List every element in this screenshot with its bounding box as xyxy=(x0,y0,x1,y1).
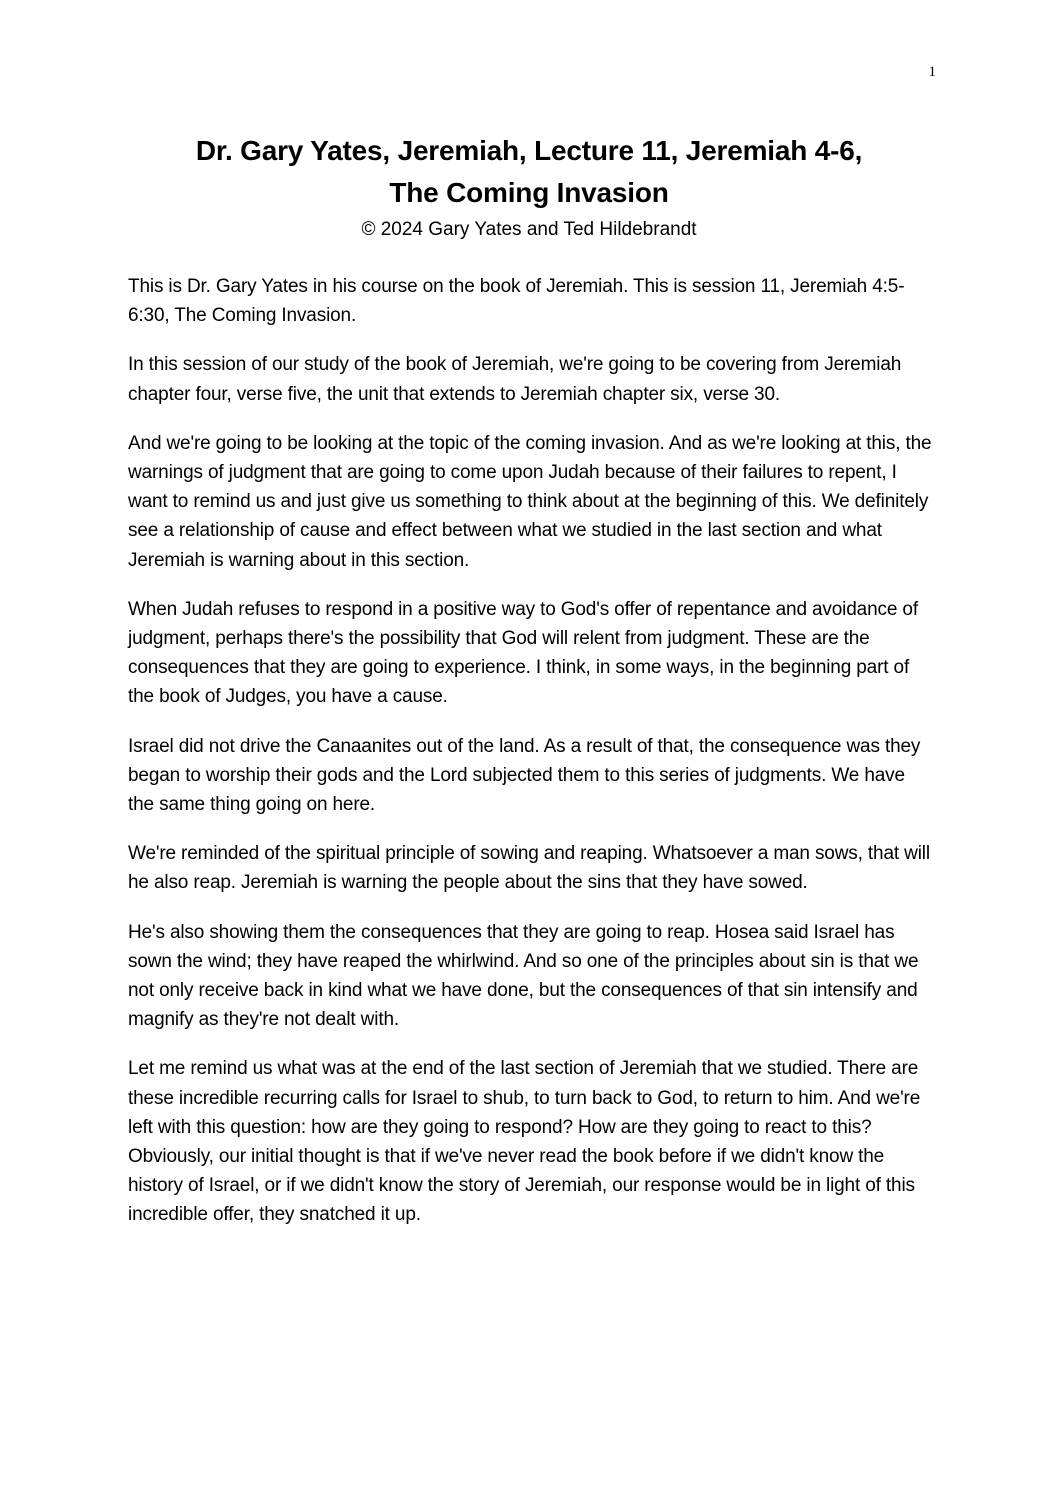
page-number: 1 xyxy=(928,64,936,80)
page-title xyxy=(100,130,958,214)
paragraph: We're reminded of the spiritual principle of sowing and reaping. Whatsoever a man sows, that will he also reap. Jeremiah is warning the people about the sins that they have sowed. xyxy=(128,843,930,894)
paragraph: This is Dr. Gary Yates in his course on the book of Jeremiah. This is session 11, Jeremiah 4:5-6:30, The Coming Invasion. xyxy=(128,276,905,327)
paragraph: Israel did not drive the Canaanites out of the land. As a result of that, the consequence was they began to worship their gods and the Lord subjected them to this series of judgments. We have the same thing going on here. xyxy=(128,735,921,816)
paragraph: When Judah refuses to respond in a positive way to God's offer of repentance and avoidance of judgment, perhaps there's the possibility that God will relent from judgment. These are the consequences that they are going to experience. I think, in some ways, in the beginning part of the book of Judges, you have a cause. xyxy=(128,598,918,708)
paragraph: Let me remind us what was at the end of the last section of Jeremiah that we studied. There are these incredible recurring calls for Israel to shub, to turn back to God, to return to him. And we're left with this question: how are they going to respond? How are they going to react to this? Obviously, our initial thought is that if we've never read the book before if we didn't know the history of Israel, or if we didn't know the story of Jeremiah, our response would be in light of this incredible offer, they snatched it up. xyxy=(128,1058,921,1226)
paragraph: In this session of our study of the book of Jeremiah, we're going to be covering from Jeremiah chapter four, verse five, the unit that extends to Jeremiah chapter six, verse 30. xyxy=(128,354,902,405)
paragraph: He's also showing them the consequences that they are going to reap. Hosea said Israel has sown the wind; they have reaped the whirlwind. And so one of the principles about sin is that we not only receive back in kind what we have done, but the consequences of that sin intensify and magnify as they're not dealt with. xyxy=(128,921,919,1031)
copyright-line: © 2024 Gary Yates and Ted Hildebrandt xyxy=(361,219,697,240)
title-line-1: Dr. Gary Yates, Jeremiah, Lecture 11, Jeremiah 4-6, xyxy=(195,135,863,166)
title-line-2: The Coming Invasion xyxy=(389,177,669,208)
paragraph: And we're going to be looking at the topic of the coming invasion. And as we're looking at this, the warnings of judgment that are going to come upon Judah because of their failures to repent, I want to remind us and just give us something to think about at the beginning of this. We definitely see a relationship of cause and effect between what we studied in the last section and what Jeremiah is warning about in this section. xyxy=(128,432,932,571)
document-body xyxy=(128,272,934,1250)
